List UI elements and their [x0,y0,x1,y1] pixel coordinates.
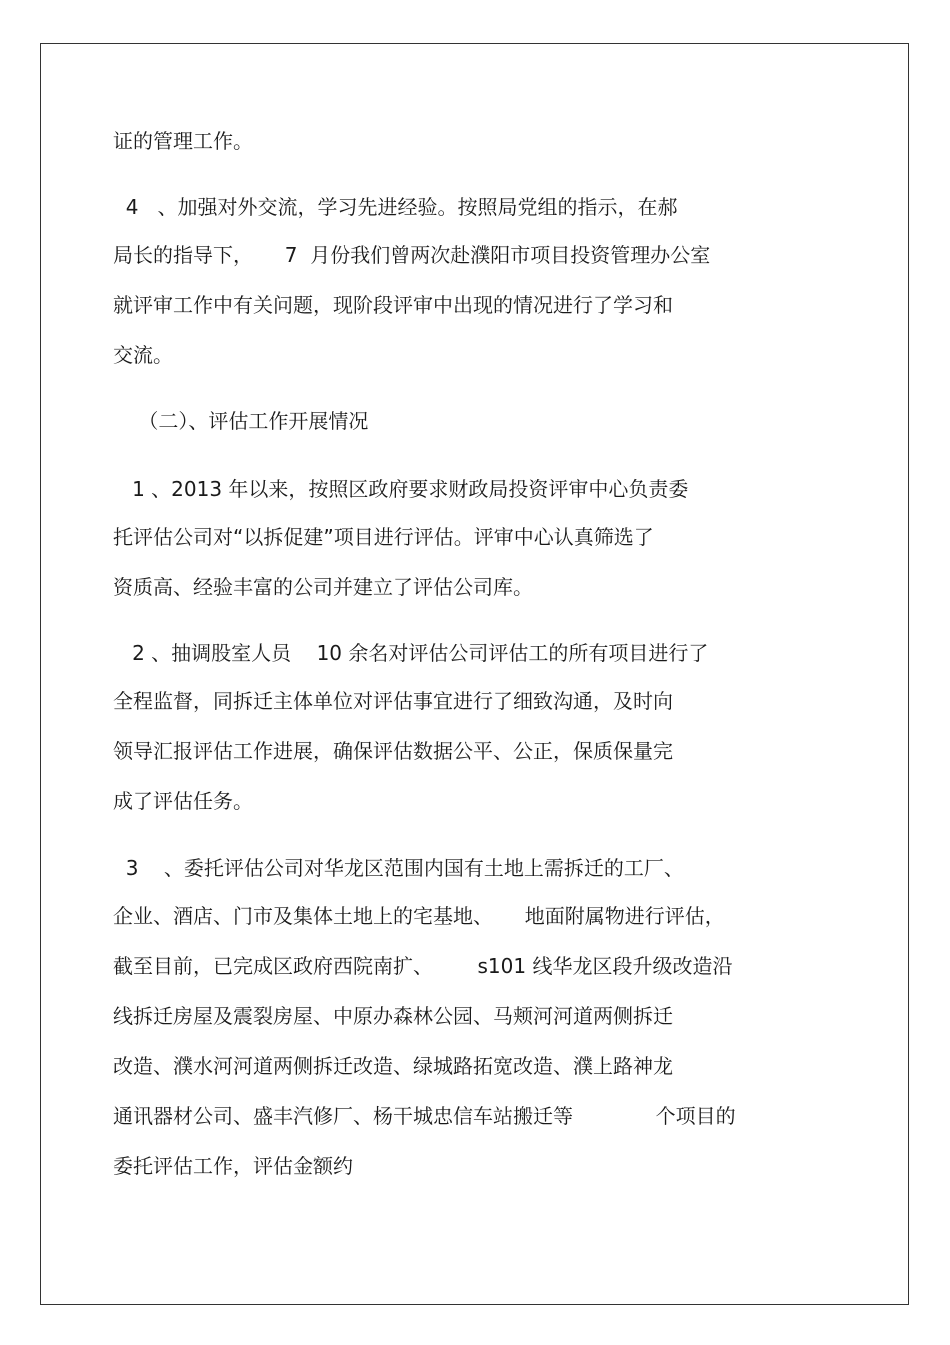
text-line: 通讯器材公司、盛丰汽修厂、杨干城忠信车站搬迁等 个项目的 [113,1104,736,1128]
text-line: 全程监督，同拆迁主体单位对评估事宜进行了细致沟通，及时向 [113,689,673,713]
text-line: 成了评估任务。 [113,789,253,813]
text-line: 企业、酒店、门市及集体土地上的宅基地、 地面附属物进行评估， [113,904,725,928]
section-heading: （二）、评估工作开展情况 [113,409,369,433]
text-line: 线拆迁房屋及震裂房屋、中原办森林公园、马颊河河道两侧拆迁 [113,1004,673,1028]
text-line: 领导汇报评估工作进展，确保评估数据公平、公正，保质保量完 [113,739,673,763]
text-line: 委托评估工作，评估金额约 [113,1154,353,1178]
text-line: 改造、濮水河河道两侧拆迁改造、绿城路拓宽改造、濮上路神龙 [113,1054,673,1078]
text-line: 就评审工作中有关问题，现阶段评审中出现的情况进行了学习和 [113,293,673,317]
text-line: 2 、抽调股室人员 10 余名对评估公司评估工的所有项目进行了 [113,641,709,665]
text-line: 4 、加强对外交流，学习先进经验。按照局党组的指示，在郝 [113,195,678,219]
text-line: 交流。 [113,343,173,367]
text-line: 局长的指导下， 7 月份我们曾两次赴濮阳市项目投资管理办公室 [113,243,711,267]
text-line: 3 、委托评估公司对华龙区范围内国有土地上需拆迁的工厂、 [113,856,684,880]
text-line: 托评估公司对“以拆促建”项目进行评估。评审中心认真筛选了 [113,525,654,549]
text-line: 1 、2013 年以来，按照区政府要求财政局投资评审中心负责委 [113,477,689,501]
text-line: 证的管理工作。 [113,129,253,153]
text-line: 截至目前，已完成区政府西院南扩、 s101 线华龙区段升级改造沿 [113,954,733,978]
text-line: 资质高、经验丰富的公司并建立了评估公司库。 [113,575,533,599]
